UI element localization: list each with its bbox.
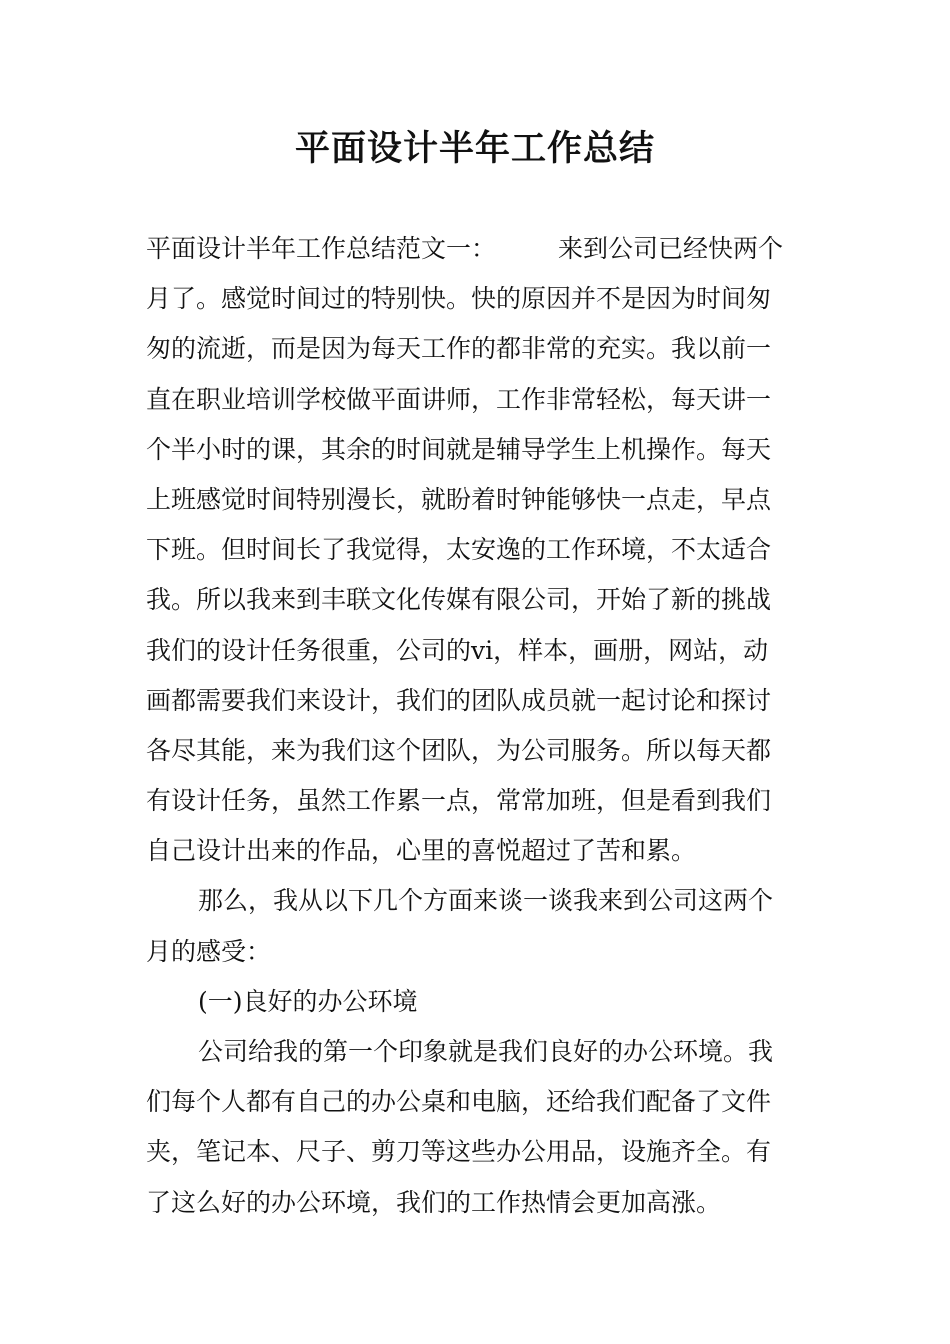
text-line: 自己设计出来的作品，心里的喜悦超过了苦和累。 <box>146 836 697 866</box>
text-line: 月了。感觉时间过的特别快。快的原因并不是因为时间匆 <box>146 284 772 314</box>
section-heading: (一)良好的办公环境 <box>198 986 418 1016</box>
text-line: 直在职业培训学校做平面讲师，工作非常轻松，每天讲一 <box>146 384 772 414</box>
document-body <box>146 224 806 1228</box>
text-line: 下班。但时间长了我觉得，太安逸的工作环境，不太适合 <box>146 535 772 565</box>
text-line: 月的感受： <box>146 936 272 966</box>
text-segment: 平面设计半年工作总结范文一： <box>146 234 497 263</box>
text-line: 了这么好的办公环境，我们的工作热情会更加高涨。 <box>146 1187 722 1217</box>
page-title: 平面设计半年工作总结 <box>294 128 655 169</box>
text-line: 我。所以我来到丰联文化传媒有限公司，开始了新的挑战 <box>146 585 772 615</box>
text-line: 各尽其能，来为我们这个团队，为公司服务。所以每天都 <box>146 735 772 765</box>
text-line: 有设计任务，虽然工作累一点，常常加班，但是看到我们 <box>146 786 772 816</box>
text-line: 们每个人都有自己的办公桌和电脑，还给我们配备了文件 <box>146 1087 772 1117</box>
text-line <box>146 224 806 274</box>
text-line: 我们的设计任务很重，公司的vi，样本，画册，网站，动 <box>146 635 769 665</box>
text-line: 上班感觉时间特别漫长，就盼着时钟能够快一点走，早点 <box>146 484 772 514</box>
text-line: 夹，笔记本、尺子、剪刀等这些办公用品，设施齐全。有 <box>146 1137 772 1167</box>
text-line: 画都需要我们来设计，我们的团队成员就一起讨论和探讨 <box>146 685 772 715</box>
text-line: 匆的流逝，而是因为每天工作的都非常的充实。我以前一 <box>146 334 772 364</box>
text-segment: 来到公司已经快两个 <box>558 234 784 263</box>
text-line: 个半小时的课，其余的时间就是辅导学生上机操作。每天 <box>146 434 772 464</box>
text-line: 公司给我的第一个印象就是我们良好的办公环境。我 <box>198 1037 774 1066</box>
text-line: 那么，我从以下几个方面来谈一谈我来到公司这两个 <box>198 886 774 916</box>
